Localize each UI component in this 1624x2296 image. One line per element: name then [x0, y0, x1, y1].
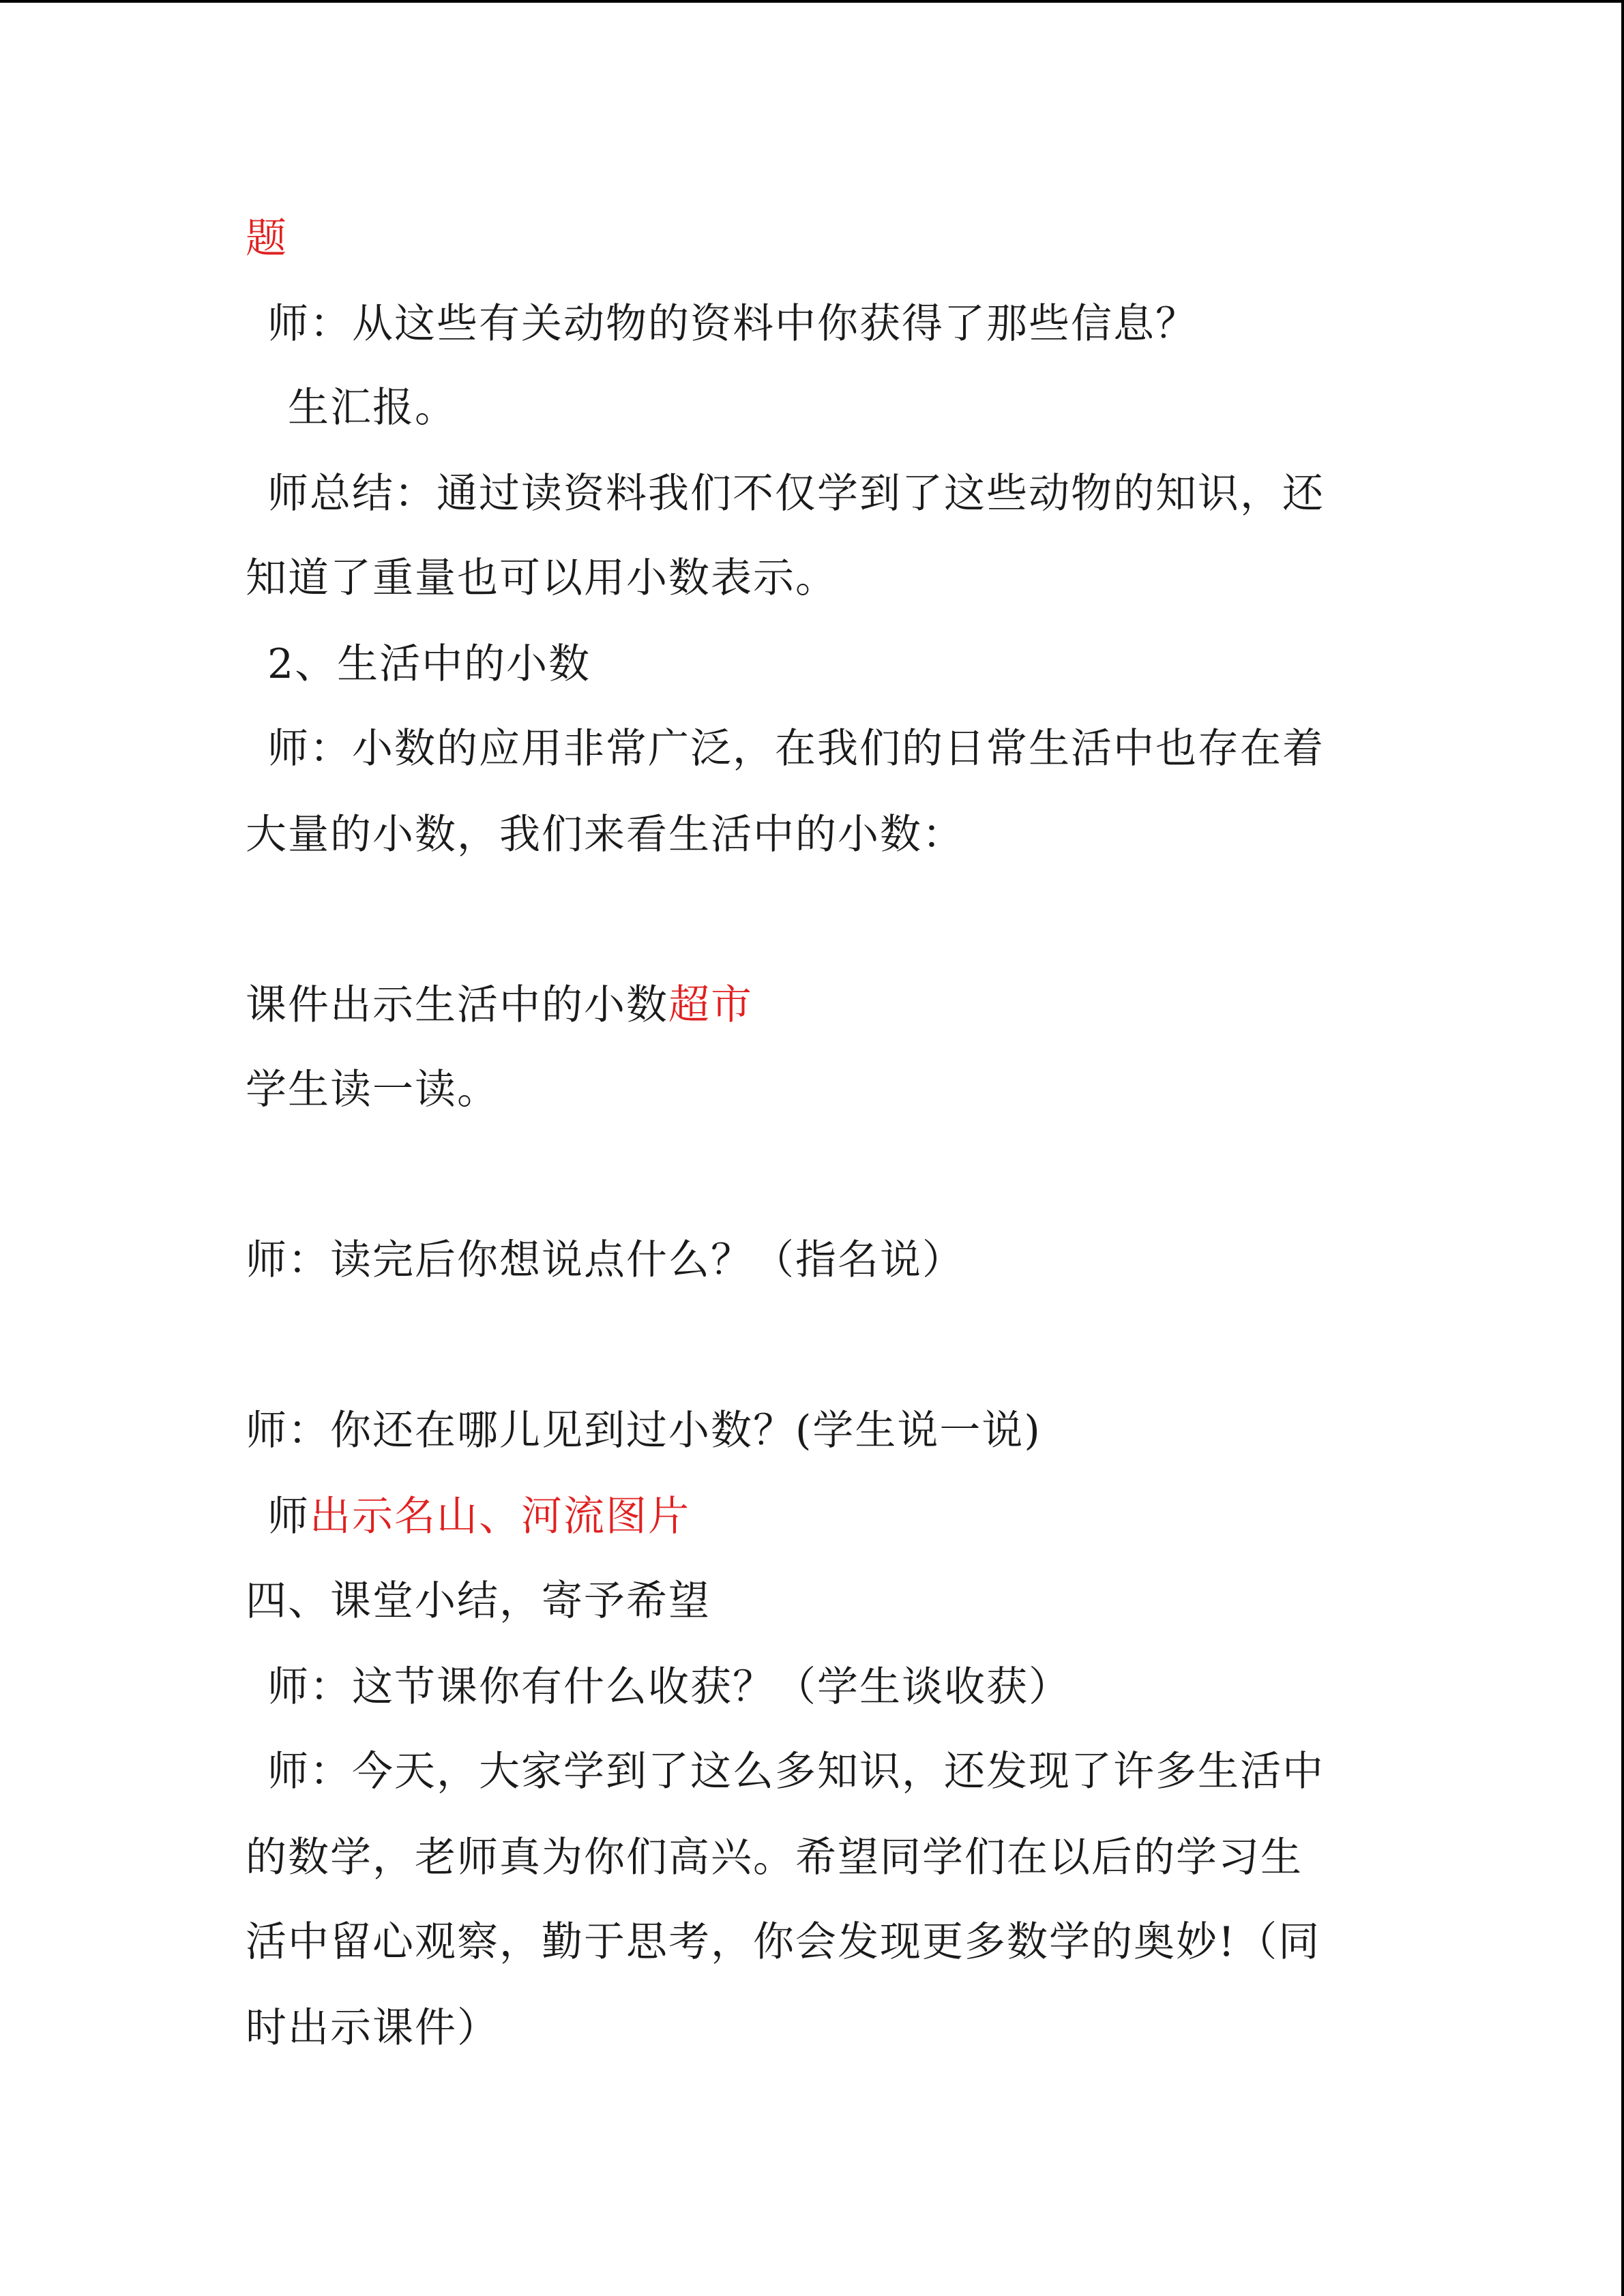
text-line [267, 297, 1198, 351]
text-segment: 师：从这些有关动物的资料中你获得了那些信息？ [267, 300, 1198, 348]
text-segment: 师总结：通过读资料我们不仅学到了这些动物的知识，还 [267, 470, 1325, 518]
text-segment: 2、生活中的小数 [267, 640, 591, 688]
text-line [267, 466, 1325, 521]
text-segment: 课件出示生活中的小数 [246, 981, 668, 1029]
text-segment: 知道了重量也可以用小数表示。 [246, 554, 838, 602]
text-segment: 师：读完后你想说点什么？（指名说） [246, 1236, 964, 1284]
text-line [246, 1574, 711, 1628]
text-line [267, 1744, 1325, 1799]
text-segment: 生汇报。 [288, 384, 457, 432]
text-segment: 活中留心观察，勤于思考，你会发现更多数学的奥妙!（同 [246, 1918, 1321, 1966]
text-line [267, 1660, 1071, 1714]
text-segment: 的数学，老师真为你们高兴。希望同学们在以后的学习生 [246, 1834, 1303, 1881]
text-segment: 大量的小数，我们来看生活中的小数： [246, 811, 964, 859]
text-line [246, 978, 753, 1032]
text-segment: 师 [267, 1493, 310, 1540]
text-line [267, 637, 591, 691]
text-segment: 师：这节课你有什么收获？（学生谈收获） [267, 1663, 1071, 1711]
text-line [267, 721, 1325, 776]
text-segment: 出示名山、河流图片 [310, 1493, 690, 1540]
text-line [246, 1830, 1303, 1885]
text-line [267, 1489, 690, 1544]
text-segment: 题 [246, 215, 288, 263]
text-segment: 师：今天，大家学到了这么多知识，还发现了许多生活中 [267, 1748, 1325, 1795]
text-segment: 师：你还在哪儿见到过小数？(学生说一说) [246, 1407, 1042, 1455]
text-line [246, 2001, 499, 2055]
text-line [246, 1233, 964, 1287]
text-segment: 超市 [668, 981, 753, 1029]
text-line [246, 807, 964, 862]
text-segment: 四、课堂小结，寄予希望 [246, 1577, 711, 1625]
text-line [288, 381, 457, 435]
text-segment: 学生读一读。 [246, 1066, 499, 1114]
text-segment: 时出示课件） [246, 2004, 499, 2052]
text-line [246, 1062, 499, 1117]
text-line [246, 1403, 1042, 1458]
text-line [246, 551, 838, 606]
text-segment: 师：小数的应用非常广泛，在我们的日常生活中也存在着 [267, 725, 1325, 773]
text-line [246, 1915, 1320, 1969]
text-line [246, 211, 288, 266]
